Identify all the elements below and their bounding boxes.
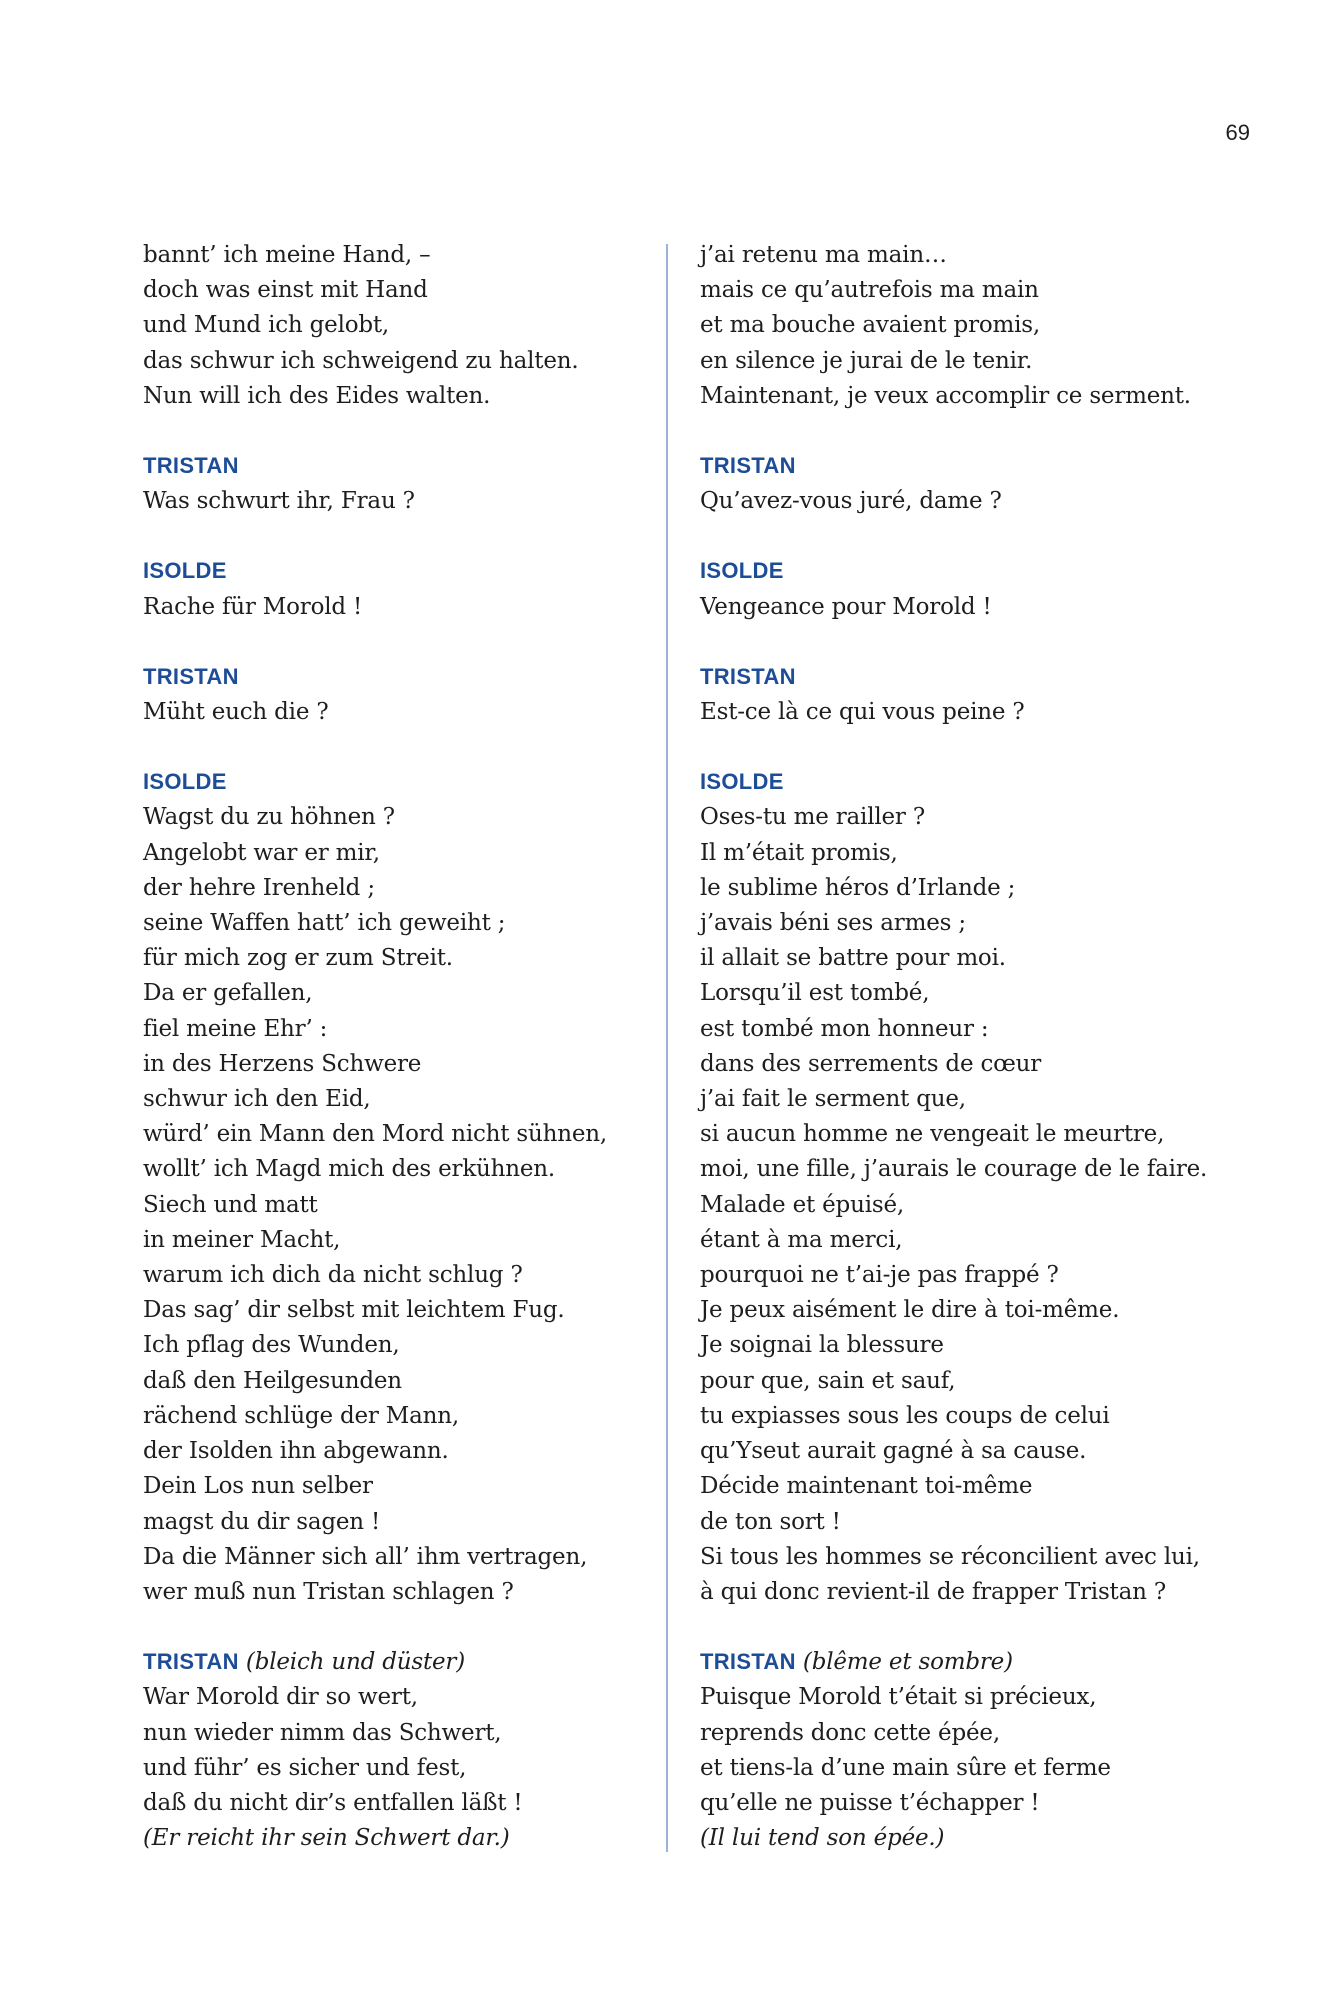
verse-line: Je soignai la blessure [700,1332,944,1359]
verse-line: der Isolden ihn abgewann. [143,1438,449,1465]
verse-line: Das sag’ dir selbst mit leichtem Fug. [143,1297,565,1324]
verse-line: Vengeance pour Morold ! [700,593,992,620]
speaker-name: ISOLDE [143,769,227,795]
speaker-line [143,553,643,589]
speaker-name: ISOLDE [143,558,227,584]
verse-line: doch was einst mit Hand [143,277,428,304]
verse-line: bannt’ ich meine Hand, – [143,242,431,268]
verse-line: mais ce qu’autrefois ma main [700,277,1039,304]
verse-line: Est-ce là ce qui vous peine ? [700,699,1025,726]
verse-line: Da er gefallen, [143,980,313,1007]
verse-line: moi, une fille, j’aurais le courage de le faire. [700,1156,1208,1183]
verse-line: Da die Männer sich all’ ihm vertragen, [143,1543,588,1570]
verse-line: wer muß nun Tristan schlagen ? [143,1578,514,1605]
verse-line: Maintenant, je veux accomplir ce serment. [700,382,1191,409]
speaker-line [700,1644,1260,1680]
verse-line: Qu’avez-vous juré, dame ? [700,488,1002,515]
verse-line: à qui donc revient-il de frapper Tristan ? [700,1578,1166,1605]
verse-line: Siech und matt [143,1191,318,1218]
speaker-name: TRISTAN [700,1649,796,1675]
stage-direction: (blême et sombre) [802,1649,1013,1676]
verse-line: für mich zog er zum Streit. [143,945,453,972]
verse-line: Décide maintenant toi-même [700,1473,1033,1500]
verse-line: Je peux aisément le dire à toi-même. [700,1297,1120,1324]
verse-line: Malade et épuisé, [700,1191,904,1218]
speaker-name: TRISTAN [143,663,239,689]
dialogue-block [143,659,643,730]
speaker-line [143,659,643,695]
speaker-line [143,764,643,800]
verse-line: qu’Yseut aurait gagné à sa cause. [700,1438,1087,1465]
verse-line: Oses-tu me railler ? [700,804,925,831]
verse-line: Müht euch die ? [143,699,329,726]
speaker-name: TRISTAN [143,453,239,479]
speaker-name: ISOLDE [700,769,784,795]
speaker-name: TRISTAN [143,1649,239,1675]
verse-line: nun wieder nimm das Schwert, [143,1719,502,1746]
dialogue-block [143,1644,643,1856]
speaker-line [700,448,1260,484]
verse-line: tu expiasses sous les coups de celui [700,1402,1110,1429]
verse-line: Puisque Morold t’était si précieux, [700,1684,1097,1711]
verse-line: magst du dir sagen ! [143,1508,381,1535]
dialogue-block [143,448,643,519]
column-divider [666,244,668,1852]
verse-line: j’ai retenu ma main… [700,242,947,268]
speaker-line [143,448,643,484]
dialogue-block [700,448,1260,519]
verse-line: reprends donc cette épée, [700,1719,1000,1746]
page-number: 69 [1225,120,1250,145]
dialogue-block [143,764,643,1610]
verse-line: warum ich dich da nicht schlug ? [143,1262,523,1289]
speaker-name: TRISTAN [700,663,796,689]
verse-line: und Mund ich gelobt, [143,312,390,339]
verse-line: wollt’ ich Magd mich des erkühnen. [143,1156,556,1183]
verse-line: in meiner Macht, [143,1226,341,1253]
verse-line: War Morold dir so wert, [143,1684,418,1711]
stage-direction: (bleich und düster) [245,1649,465,1676]
verse-line: fiel meine Ehr’ : [143,1015,328,1042]
dialogue-block [700,238,1260,414]
verse-line: si aucun homme ne vengeait le meurtre, [700,1121,1165,1148]
verse-line: Si tous les hommes se réconcilient avec lui, [700,1543,1200,1570]
speaker-line [700,553,1260,589]
verse-line: j’avais béni ses armes ; [700,910,966,937]
verse-line: und führ’ es sicher und fest, [143,1754,467,1781]
verse-line: Lorsqu’il est tombé, [700,980,930,1007]
verse-line: j’ai fait le serment que, [700,1086,966,1113]
verse-line: der hehre Irenheld ; [143,874,375,901]
french-text-column [700,238,1260,1890]
dialogue-block [700,764,1260,1610]
verse-line: en silence je jurai de le tenir. [700,347,1033,374]
verse-line: Nun will ich des Eides walten. [143,382,491,409]
verse-line: qu’elle ne puisse t’échapper ! [700,1789,1040,1816]
german-text-column [143,238,643,1890]
verse-line: et ma bouche avaient promis, [700,312,1040,339]
verse-line: pourquoi ne t’ai-je pas frappé ? [700,1262,1059,1289]
verse-line: il allait se battre pour moi. [700,945,1006,972]
dialogue-block [700,659,1260,730]
stage-direction: (Il lui tend son épée.) [700,1825,945,1852]
verse-line: das schwur ich schweigend zu halten. [143,347,579,374]
verse-line: le sublime héros d’Irlande ; [700,874,1016,901]
verse-line: Wagst du zu höhnen ? [143,804,395,831]
verse-line: dans des serrements de cœur [700,1050,1042,1077]
dialogue-block [143,238,643,414]
speaker-name: TRISTAN [700,453,796,479]
speaker-line [700,764,1260,800]
verse-line: Was schwurt ihr, Frau ? [143,488,415,515]
dialogue-block [143,553,643,624]
verse-line: est tombé mon honneur : [700,1015,989,1042]
stage-direction: (Er reicht ihr sein Schwert dar.) [143,1825,510,1852]
verse-line: Angelobt war er mir, [143,839,380,866]
verse-line: Rache für Morold ! [143,593,363,620]
speaker-line [143,1644,643,1680]
verse-line: in des Herzens Schwere [143,1050,422,1077]
speaker-line [700,659,1260,695]
verse-line: rächend schlüge der Mann, [143,1402,460,1429]
dialogue-block [700,553,1260,624]
verse-line: schwur ich den Eid, [143,1086,371,1113]
verse-line: et tiens-la d’une main sûre et ferme [700,1754,1111,1781]
verse-line: daß du nicht dir’s entfallen läßt ! [143,1789,523,1816]
speaker-name: ISOLDE [700,558,784,584]
verse-line: Il m’était promis, [700,839,898,866]
verse-line: Dein Los nun selber [143,1473,373,1500]
verse-line: Ich pflag des Wunden, [143,1332,400,1359]
verse-line: de ton sort ! [700,1508,841,1535]
dialogue-block [700,1644,1260,1856]
verse-line: seine Waffen hatt’ ich geweiht ; [143,910,506,937]
verse-line: daß den Heilgesunden [143,1367,402,1394]
verse-line: würd’ ein Mann den Mord nicht sühnen, [143,1121,608,1148]
verse-line: pour que, sain et sauf, [700,1367,956,1394]
verse-line: étant à ma merci, [700,1226,903,1253]
